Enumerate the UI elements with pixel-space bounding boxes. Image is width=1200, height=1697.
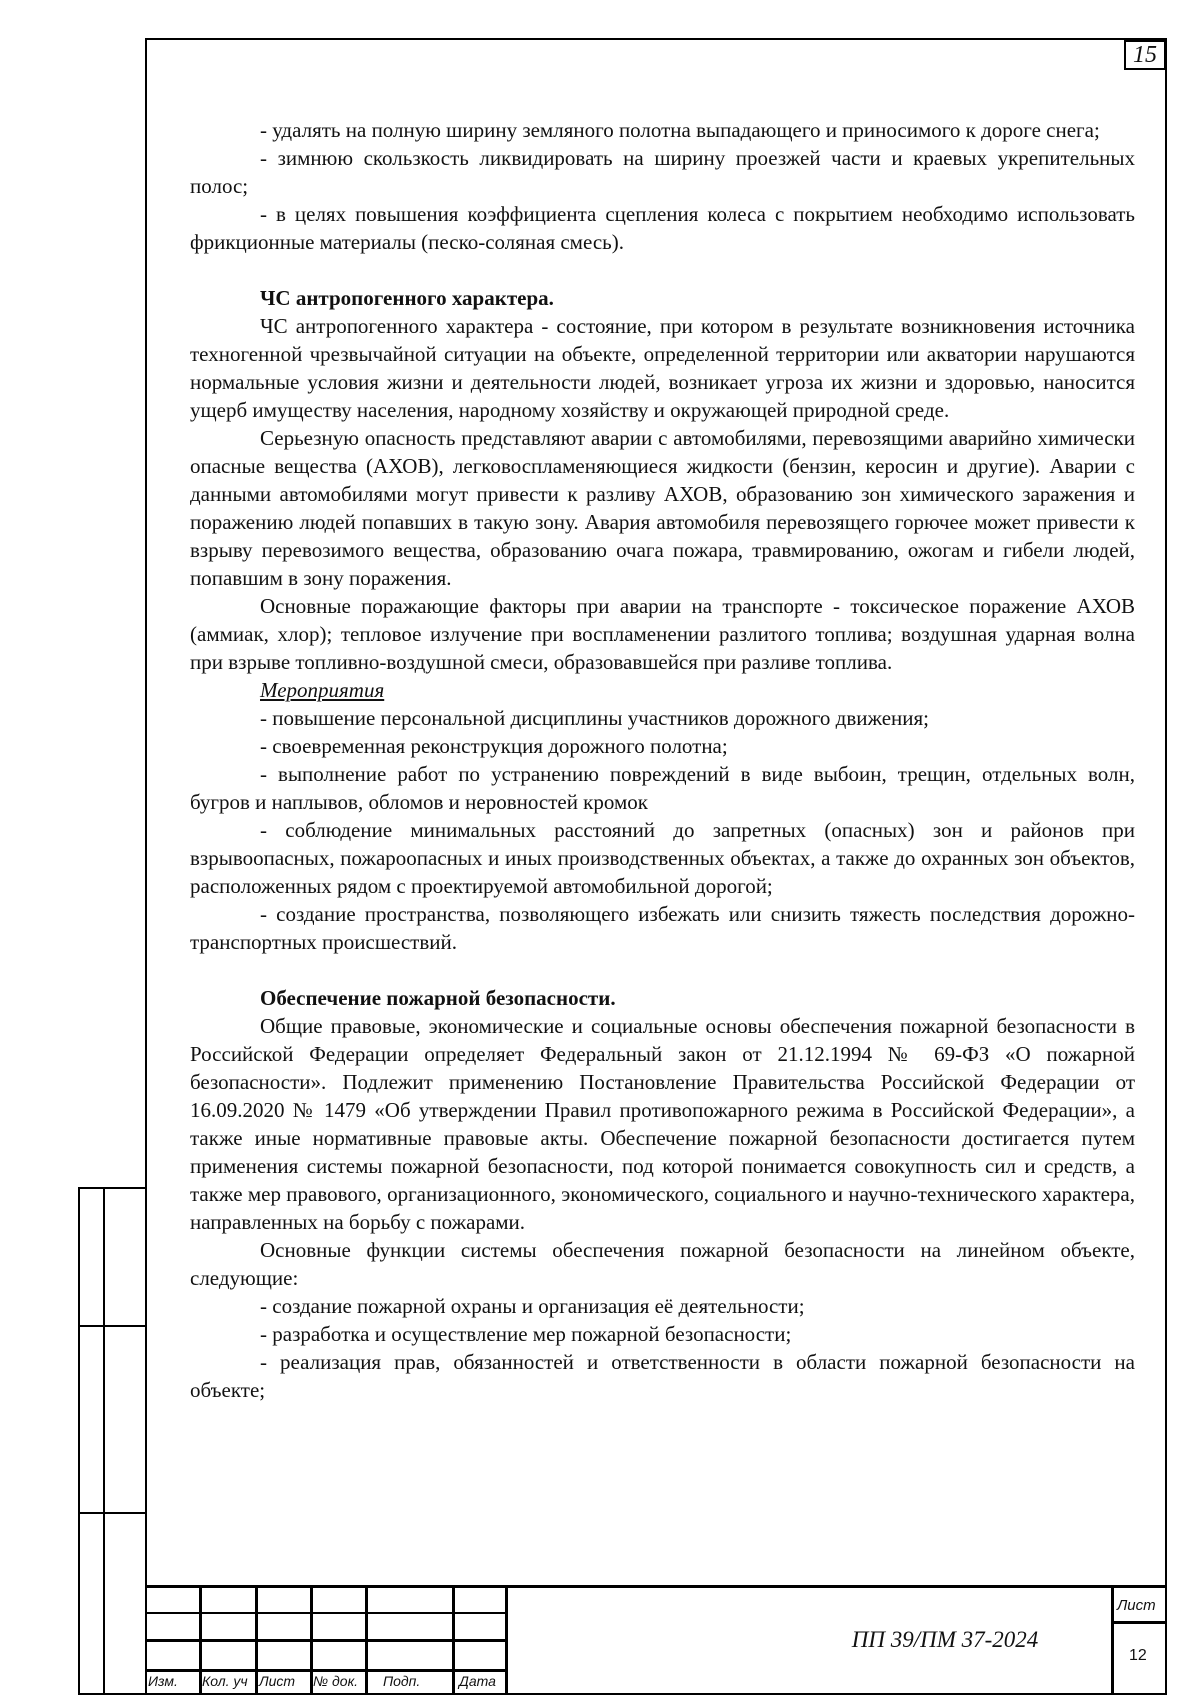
section-heading: Обеспечение пожарной безопасности. [260, 986, 616, 1010]
list-item: - соблюдение минимальных расстояний до запретных (опасных) зон и районов при взрывоопасных, пожароопасных и иных производственных объектах, а также до охранных зон объектов, расположенных рядом с проектируемой автомобильной дорогой; [190, 818, 1135, 898]
sheet-label: Лист [1117, 1597, 1156, 1614]
subheading: Мероприятия [260, 678, 385, 702]
paragraph: - зимнюю скользкость ликвидировать на ширину проезжей части и краевых укрепительных полос; [190, 146, 1135, 198]
paragraph: Основные функции системы обеспечения пожарной безопасности на линейном объекте, следующие: [190, 1238, 1135, 1290]
col-label-kol-uch: Кол. уч [202, 1673, 248, 1689]
paragraph: - в целях повышения коэффициента сцепления колеса с покрытием необходимо использовать фрикционные материалы (песко-соляная смесь). [190, 202, 1135, 254]
section-heading: ЧС антропогенного характера. [260, 286, 554, 310]
list-item: - создание пространства, позволяющего избежать или снизить тяжесть последствия дорожно-транспортных происшествий. [190, 902, 1135, 954]
list-item: - создание пожарной охраны и организация её деятельности; [260, 1294, 805, 1318]
col-label-list: Лист [259, 1673, 296, 1689]
col-label-izm: Изм. [148, 1673, 178, 1689]
list-item: - выполнение работ по устранению повреждений в виде выбоин, трещин, отдельных волн, бугров и наплывов, обломов и неровностей кромок [190, 762, 1135, 814]
paragraph: Общие правовые, экономические и социальные основы обеспечения пожарной безопасности в Российской Федерации определяет Федеральный закон от 21.12.1994 № 69-ФЗ «О пожарной безопасности». Подлежит применению Постановление Правительства Российской Федерации от 16.09.2020 № 1479 «Об утверждении Правил противопожарного режима в Российской Федерации», а также иные нормативные правовые акты. Обеспечение пожарной безопасности достигается путем применения системы пожарной безопасности, под которой понимается совокупность сил и средств, а также мер правового, организационного, экономического, социального и научно-технического характера, направленных на борьбу с пожарами. [190, 1014, 1135, 1234]
page-number-box: 15 [1124, 40, 1166, 70]
title-block [145, 1585, 1167, 1695]
paragraph: Основные поражающие факторы при аварии на транспорте - токсическое поражение АХОВ (аммиак, хлор); тепловое излучение при воспламенении разлитого топлива; воздушная ударная волна при взрыве топливно-воздушной смеси, образовавшейся при разливе топлива. [190, 594, 1135, 674]
list-item: - своевременная реконструкция дорожного полотна; [260, 734, 728, 758]
col-label-date: Дата [459, 1673, 496, 1689]
col-label-podp: Подп. [383, 1673, 421, 1689]
document-body [190, 116, 1135, 1404]
list-item: - повышение персональной дисциплины участников дорожного движения; [260, 706, 929, 730]
document-code: ПП 39/ПМ 37-2024 [851, 1627, 1039, 1652]
paragraph: ЧС антропогенного характера - состояние, при котором в результате возникновения источника техногенной чрезвычайной ситуации на объекте, определенной территории или акватории нарушаются нормальные условия жизни и деятельности людей, возникает угроза их жизни и здоровью, наносится ущерб имуществу населения, народному хозяйству и окружающей природной среде. [190, 314, 1135, 422]
col-label-doc-no: № док. [313, 1673, 359, 1689]
paragraph: Серьезную опасность представляют аварии с автомобилями, перевозящими аварийно химически опасные вещества (АХОВ), легковоспламеняющиеся жидкости (бензин, керосин и другие). Аварии с данными автомобилями могут привести к разливу АХОВ, образованию зон химического заражения и поражению людей попавших в такую зону. Авария автомобиля перевозящего горючее может привести к взрыву перевозимого вещества, образованию очага пожара, травмированию, ожогам и гибели людей, попавшим в зону поражения. [190, 426, 1135, 590]
sheet-number: 12 [1129, 1647, 1147, 1664]
paragraph: - удалять на полную ширину земляного полотна выпадающего и приносимого к дороге снега; [260, 118, 1100, 142]
list-item: - разработка и осуществление мер пожарной безопасности; [260, 1322, 792, 1346]
list-item: - реализация прав, обязанностей и ответственности в области пожарной безопасности на объекте; [190, 1350, 1135, 1402]
side-stamp-strip [78, 1187, 147, 1695]
